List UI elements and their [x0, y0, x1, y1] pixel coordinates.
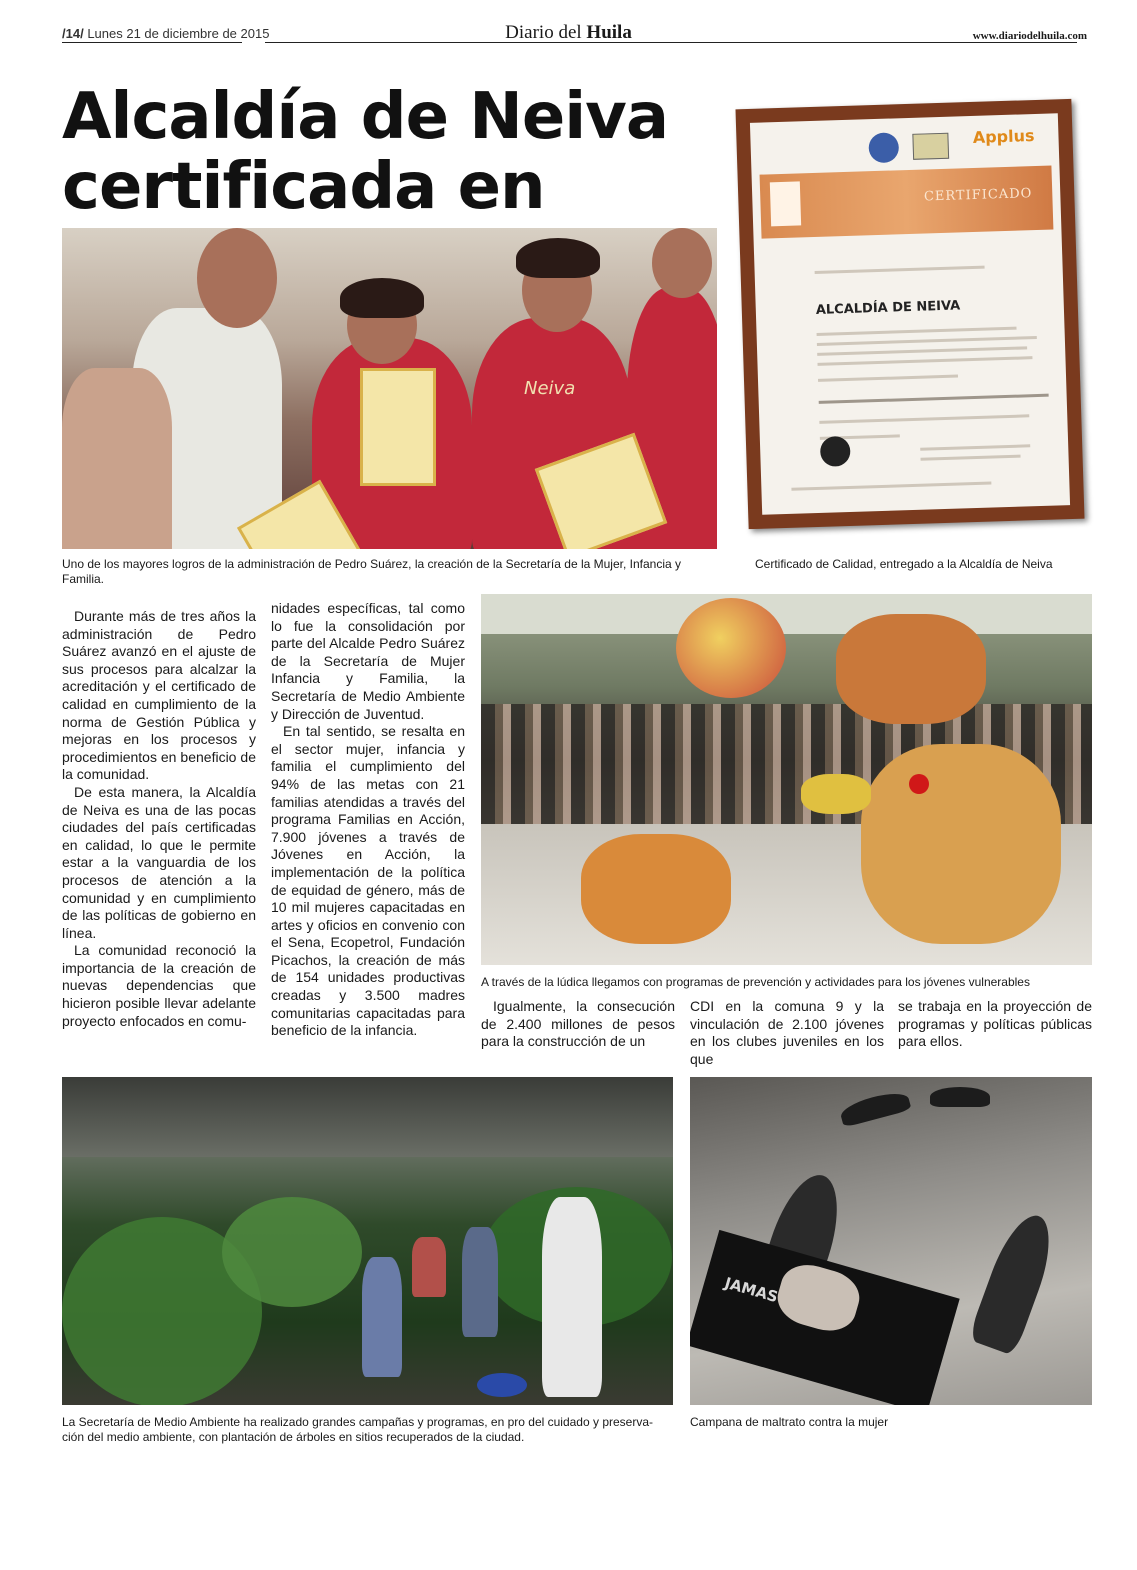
- website-url[interactable]: www.diariodelhuila.com: [972, 30, 1087, 42]
- plants-center: [222, 1197, 362, 1307]
- article-paragraph: Durante más de tres años la administración de Pedro Suárez avanzó en el ajuste de sus procesos para alcalzar la acreditación y el certificado de calidad en cumplimiento de la norma de Gestión Pública y mejoras en los procesos y procedimientos en beneficio de la comunidad.: [62, 608, 256, 783]
- masthead-part2: Huila: [586, 22, 632, 43]
- headline-line1: Alcaldía de Neiva: [62, 80, 669, 154]
- certificate-text-line: [819, 394, 1049, 404]
- photo4-caption: Campana de maltrato contra la mujer: [690, 1415, 889, 1429]
- photo3-caption-line2: ción del medio ambiente, con plantación de árboles en sitios recuperados de la ciudad.: [62, 1430, 525, 1444]
- balloons: [801, 774, 871, 814]
- article-paragraph: se trabaja en la proyección de programas y políticas públicas para ellos.: [898, 998, 1092, 1050]
- certificate-stamp-icon: [820, 436, 851, 467]
- man-head-2: [652, 228, 712, 298]
- clown-nose-icon: [909, 774, 929, 794]
- photo3-caption: [62, 1415, 682, 1445]
- photo1-caption: Uno de los mayores logros de la administración de Pedro Suárez, la creación de la Secretaría de la Mujer, Infancia y Familia.: [62, 557, 681, 586]
- performer-group: [861, 744, 1061, 944]
- masthead: [0, 22, 1137, 44]
- shirt-logo-text: Neiva: [524, 378, 576, 399]
- certificate-entity: ALCALDÍA DE NEIVA: [815, 298, 961, 318]
- photo-youth-performance: [481, 594, 1092, 965]
- certificate-band: [760, 165, 1054, 238]
- article-column-3: [481, 998, 675, 1051]
- worker-1: [362, 1257, 402, 1377]
- article-paragraph: Igualmente, la consecución de 2.400 millones de pesos para la construcción de un: [481, 998, 675, 1050]
- foreground-person: [62, 368, 172, 549]
- poster-face: [772, 1258, 865, 1338]
- certificate-footnote-line: [791, 482, 991, 491]
- blue-basin: [477, 1373, 527, 1397]
- pinata-ball: [676, 598, 786, 698]
- tent-roof: [481, 594, 1092, 634]
- photo-shoes-campaign: [690, 1077, 1092, 1405]
- article-paragraph: CDI en la comuna 9 y la vinculación de 2.100 jóvenes en los clubes juveniles en los que: [690, 998, 884, 1067]
- photo-tree-nursery: [62, 1077, 673, 1405]
- certificate-heading: CERTIFICADO: [923, 186, 1033, 205]
- woman-hair-2: [516, 238, 600, 278]
- performer-standing: [836, 614, 986, 724]
- header-rule: [265, 42, 1077, 43]
- woman-hair-1: [340, 278, 424, 318]
- certificate-signature-line: [921, 455, 1021, 461]
- photo3-caption-line1: La Secretaría de Medio Ambiente ha realizado grandes campañas y programas, en pro del cuidado y preserva-: [62, 1415, 654, 1429]
- article-paragraph: La comunidad reconoció la importancia de la creación de nuevas dependencias que hicieron posible llevar adelante proyecto enfocados en comu-: [62, 942, 256, 1029]
- poster-text: JAMAS: [722, 1273, 780, 1307]
- certificate-badge-icon: [770, 181, 801, 226]
- certificate-logo-icon: [912, 133, 949, 160]
- certificate-text-line: [815, 266, 985, 274]
- man-head: [197, 228, 277, 328]
- photo2-caption: A través de la lúdica llegamos con programas de prevención y actividades para los jóvenes vulnerables: [481, 975, 1030, 989]
- photo-certificates-ceremony: [62, 228, 717, 549]
- headline-line2: certificada en: [62, 150, 545, 224]
- certificate-text-line: [818, 375, 958, 382]
- certificate-signature-line: [920, 444, 1030, 450]
- article-paragraph: En tal sentido, se resalta en el sector mujer, infancia y familia el cumplimiento del 94% de las metas con 21 familias atendidas a través del programa Familias en Acción, 7.900 jóvenes a través de Jóvenes en Acción, la implementación de la política de equidad de género, más de 10 mil mujeres capacitadas en artes y oficios en convenio con el Sena, Ecopetrol, Fundación Picachos, la creación de más de 154 unidades productivas creadas y 3.500 madres comunitarias capacitadas para beneficio de la infancia.: [271, 723, 465, 1039]
- shade-net: [62, 1077, 673, 1157]
- sandal-right: [968, 1208, 1063, 1357]
- performer-crouching: [581, 834, 731, 944]
- certificate-text-line: [817, 356, 1032, 366]
- worker-4: [412, 1237, 446, 1297]
- page-number: /14/: [62, 26, 84, 41]
- article-paragraph: nidades específicas, tal como lo fue la consolidación por parte del Alcalde Pedro Suárez de la Secretaría de Mujer Infancia y Familia, la Secretaría de Medio Ambiente y Dirección de Juventud.: [271, 600, 465, 722]
- masthead-part1: Diario del: [505, 22, 587, 43]
- article-paragraph: De esta manera, la Alcaldía de Neiva es una de las pocas ciudades del país certificadas en calidad, lo que le permite estar a la vanguardia de los procesos de atención a la comunidad y en cumplimiento de las políticas de gobierno en línea.: [62, 783, 256, 941]
- diploma-1: [360, 368, 436, 486]
- certificate-text-line: [817, 346, 1027, 356]
- article-column-5: [898, 998, 1092, 1051]
- certificate-seal-icon: [868, 132, 899, 163]
- article-column-2: [271, 600, 465, 1040]
- certificate-paper: [750, 113, 1070, 514]
- issue-date: Lunes 21 de diciembre de 2015: [87, 26, 270, 41]
- certificate-brand: Applus: [972, 126, 1035, 147]
- worker-2: [542, 1197, 602, 1397]
- shoe-2: [930, 1087, 990, 1107]
- worker-3: [462, 1227, 498, 1337]
- certificate-text-line: [817, 336, 1037, 346]
- shoe-1: [838, 1088, 911, 1127]
- article-column-4: [690, 998, 884, 1068]
- article-column-1: [62, 608, 256, 1030]
- certificate-frame: [735, 99, 1084, 529]
- certificate-text-line: [819, 414, 1029, 424]
- certificate-text-line: [817, 327, 1017, 336]
- certificate-caption: Certificado de Calidad, entregado a la Alcaldía de Neiva: [755, 557, 1053, 571]
